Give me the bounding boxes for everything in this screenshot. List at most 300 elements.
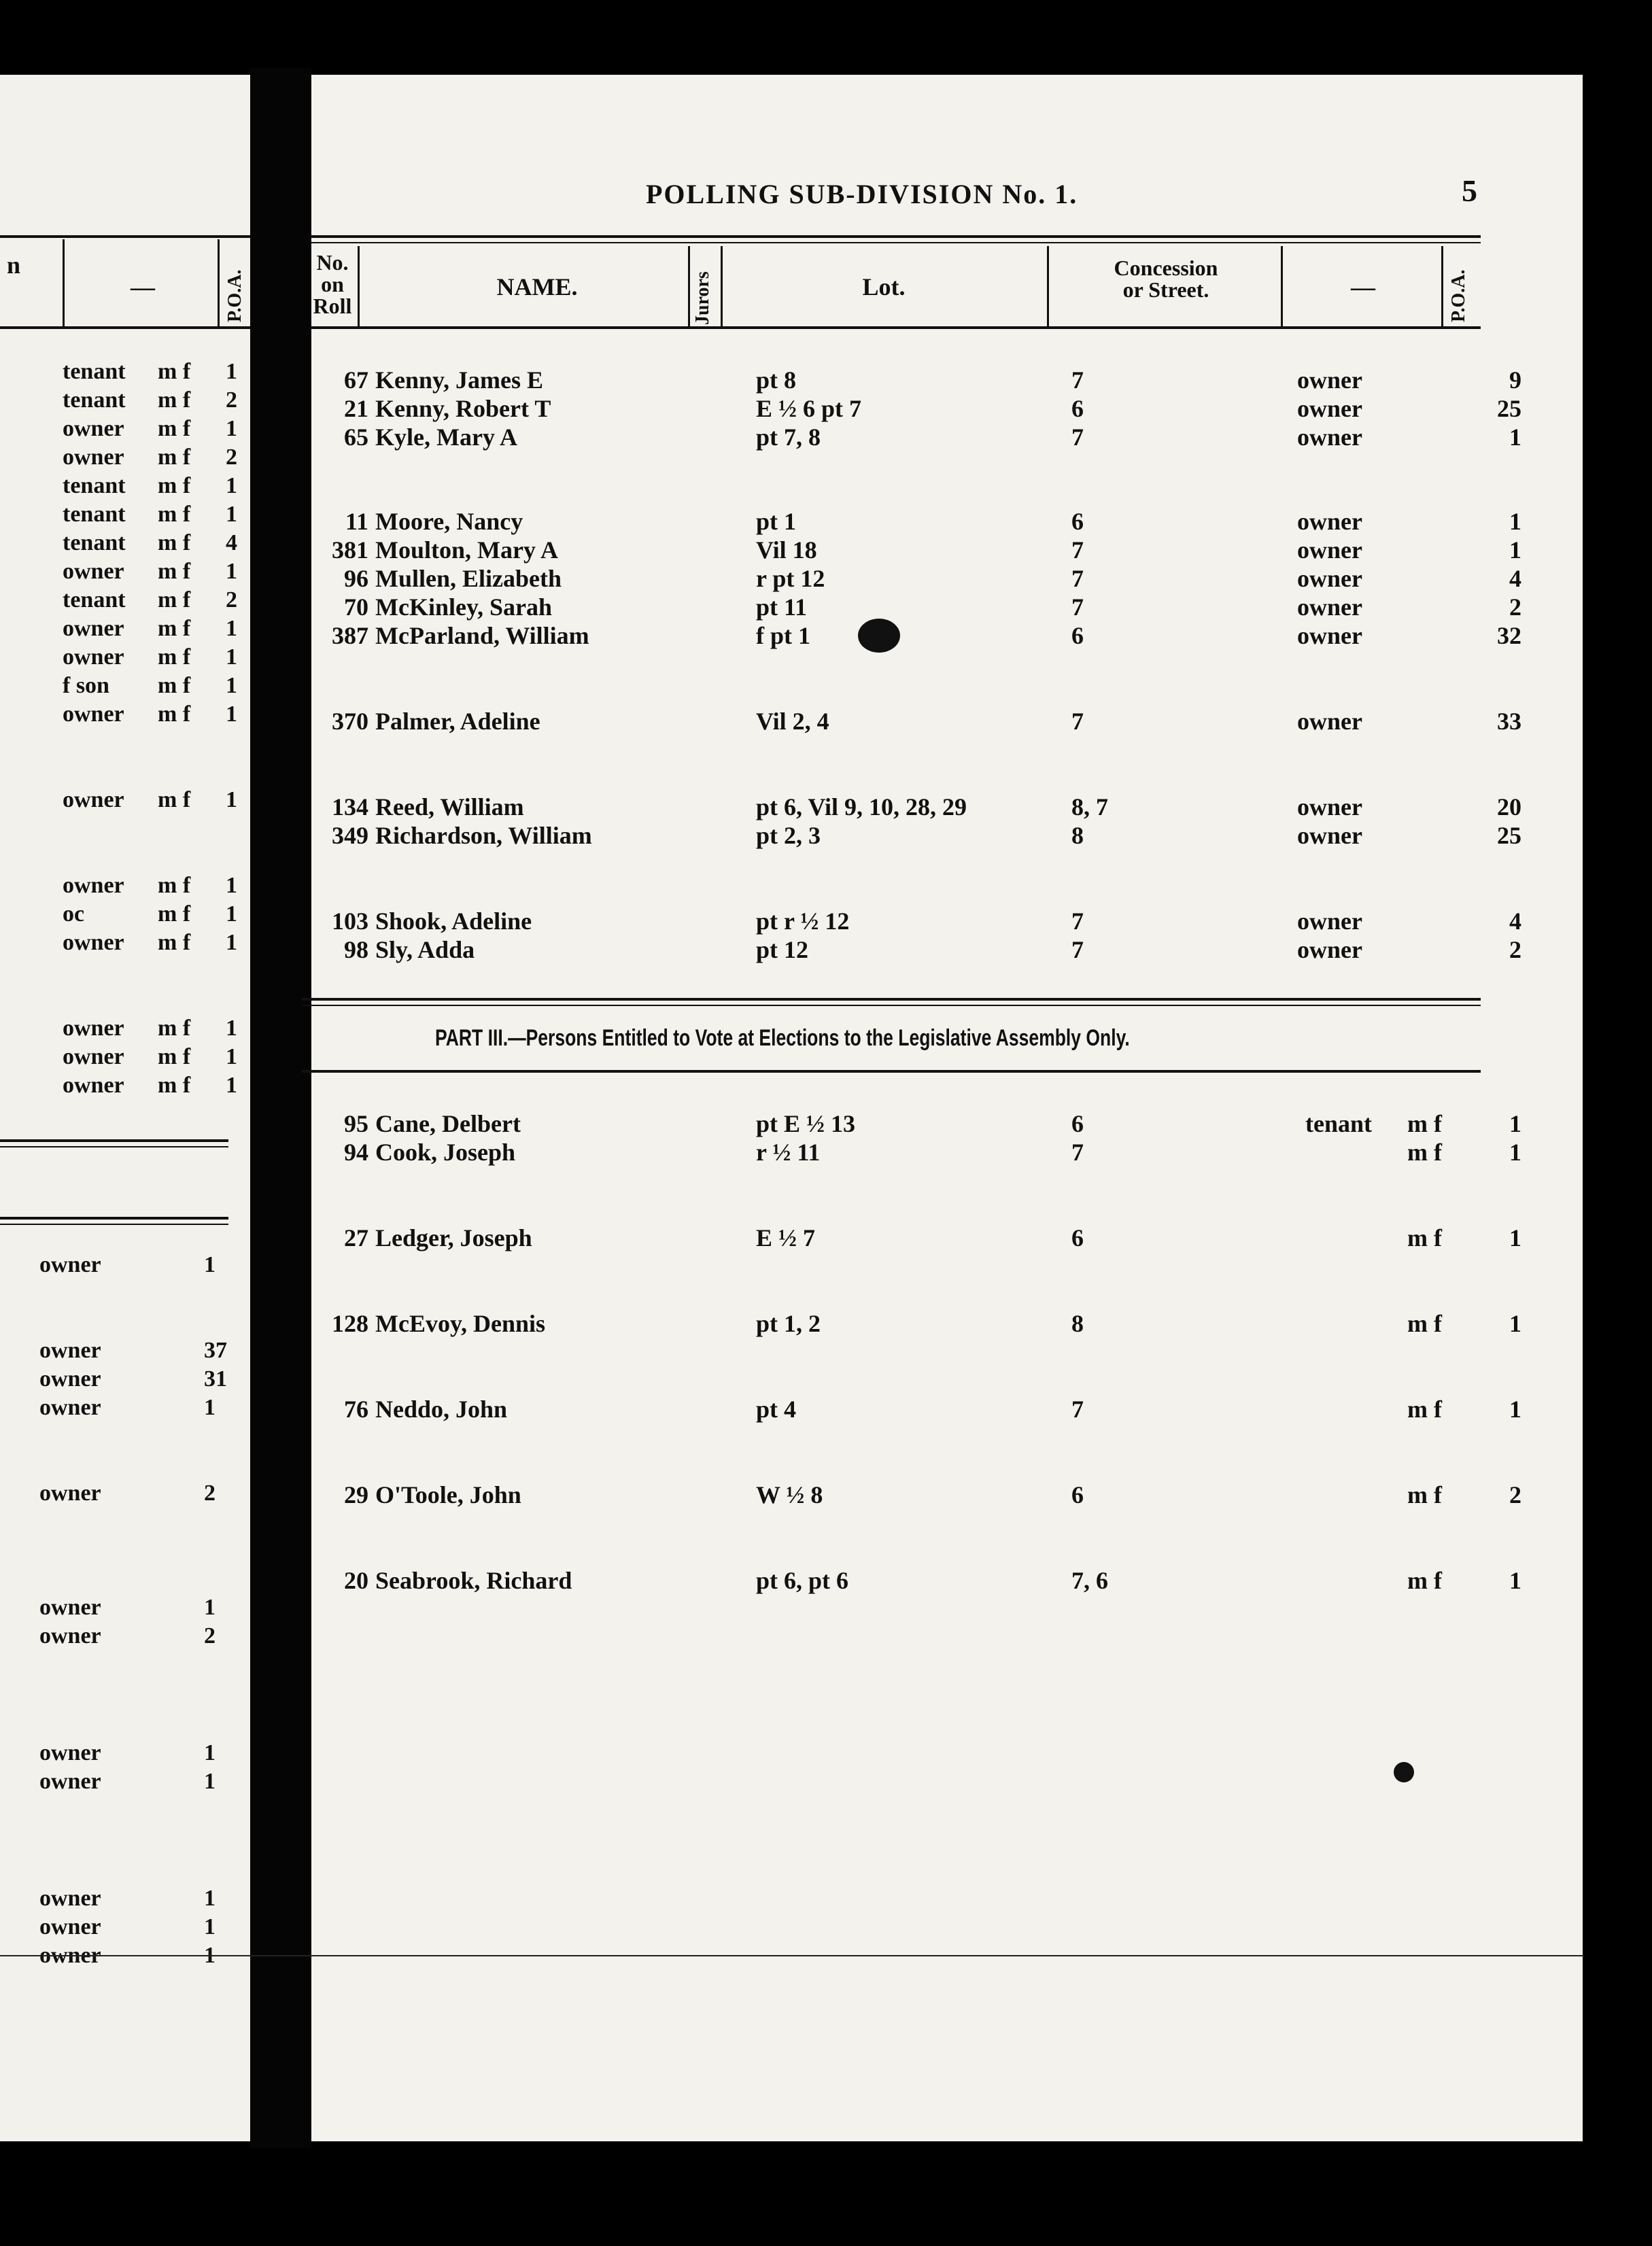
left-row (0, 1623, 245, 1651)
left-row (0, 359, 245, 386)
roll-number: 387 (332, 622, 368, 649)
occupancy: owner (63, 1016, 124, 1041)
poa: 1 (226, 1044, 237, 1069)
left-rule-1 (0, 1139, 228, 1142)
poa: 1 (226, 702, 237, 727)
concession: 7 (1071, 936, 1084, 963)
left-col-divider-1 (63, 239, 65, 326)
occupancy: owner (1297, 622, 1362, 649)
scan-line (0, 1955, 1584, 1956)
voter-name: Mullen, Elizabeth (375, 565, 562, 592)
occupancy: tenant (63, 387, 126, 413)
poa: 33 (1497, 708, 1521, 735)
lot: E ½ 7 (756, 1224, 816, 1251)
concession: 7 (1071, 424, 1084, 451)
poa: 32 (1497, 622, 1521, 649)
left-row (0, 530, 245, 557)
voter-row (311, 1224, 1555, 1252)
voter-name: O'Toole, John (375, 1481, 521, 1508)
roll-number: 128 (332, 1310, 368, 1337)
voter-row (311, 564, 1555, 593)
occupancy: tenant (63, 530, 126, 555)
header-rule-top (311, 235, 1481, 238)
col-divider-6 (1441, 246, 1443, 326)
lot: pt 7, 8 (756, 424, 821, 451)
poa: 1 (204, 1740, 216, 1765)
sex-code: m f (158, 587, 191, 612)
sex-code: m f (1407, 1396, 1442, 1423)
sex-code: m f (158, 445, 191, 470)
poa: 1 (226, 787, 237, 812)
poa: 31 (204, 1366, 227, 1392)
sex-code: m f (158, 416, 191, 441)
concession: 7 (1071, 708, 1084, 735)
sex-code: m f (158, 387, 191, 413)
concession: 8, 7 (1071, 793, 1108, 820)
running-head: POLLING SUB-DIVISION No. 1. (646, 179, 1078, 209)
left-row (0, 930, 245, 957)
poa: 2 (226, 387, 237, 413)
lot: pt E ½ 13 (756, 1110, 856, 1137)
roll-number: 349 (332, 822, 368, 849)
occupancy: owner (39, 1395, 101, 1420)
occupancy: owner (39, 1886, 101, 1911)
poa: 4 (226, 530, 237, 555)
voter-row (311, 536, 1555, 564)
occupancy: owner (39, 1481, 101, 1506)
header-lot: Lot. (862, 273, 906, 300)
voter-name: Cane, Delbert (375, 1110, 521, 1137)
poa: 9 (1509, 366, 1521, 394)
left-header-dash: — (131, 273, 155, 300)
occupancy: owner (63, 1044, 124, 1069)
poa: 4 (1509, 908, 1521, 935)
occupancy: owner (1297, 395, 1362, 422)
concession: 7 (1071, 908, 1084, 935)
header-jurors: Jurors (692, 271, 713, 325)
part3-rule-top (302, 998, 1481, 1001)
poa: 1 (204, 1886, 216, 1911)
voter-row (311, 593, 1555, 621)
header-concession-line2: or Street. (1122, 277, 1209, 302)
left-rule-3 (0, 1217, 228, 1220)
left-row (0, 644, 245, 672)
occupancy: owner (39, 1252, 101, 1277)
voter-name: Moore, Nancy (375, 508, 523, 535)
left-header-rule-bottom (0, 326, 250, 329)
occupancy: f son (63, 673, 109, 698)
voter-name: Neddo, John (375, 1396, 508, 1423)
occupancy: owner (1297, 508, 1362, 535)
col-divider-5 (1281, 246, 1283, 326)
sex-code: m f (158, 901, 191, 927)
sex-code: m f (158, 473, 191, 498)
voter-name: Cook, Joseph (375, 1139, 516, 1166)
occupancy: owner (63, 644, 124, 670)
roll-number: 11 (345, 508, 368, 535)
poa: 1 (1509, 1567, 1521, 1594)
poa: 1 (226, 473, 237, 498)
poa: 1 (226, 559, 237, 584)
occupancy: owner (39, 1623, 101, 1648)
left-row (0, 1252, 245, 1279)
sex-code: m f (1407, 1481, 1442, 1508)
voter-row (311, 423, 1555, 451)
occupancy: owner (1297, 822, 1362, 849)
occupancy: tenant (1305, 1110, 1372, 1137)
poa: 1 (204, 1252, 216, 1277)
voter-name: Kyle, Mary A (375, 424, 517, 451)
voter-name: Reed, William (375, 793, 524, 820)
occupancy: owner (39, 1943, 101, 1968)
col-divider-4 (1047, 246, 1049, 326)
concession: 6 (1071, 622, 1084, 649)
lot: Vil 2, 4 (756, 708, 829, 735)
poa: 1 (226, 930, 237, 955)
roll-number: 98 (344, 936, 368, 963)
left-row (0, 1016, 245, 1043)
poa: 1 (1509, 1396, 1521, 1423)
left-row (0, 1914, 245, 1941)
voter-row (311, 366, 1555, 394)
roll-number: 95 (344, 1110, 368, 1137)
poa: 1 (204, 1395, 216, 1420)
sex-code: m f (1407, 1567, 1442, 1594)
left-row (0, 1886, 245, 1913)
roll-number: 21 (344, 395, 368, 422)
voter-row (311, 707, 1555, 736)
lot: pt 1, 2 (756, 1310, 821, 1337)
poa: 1 (1509, 424, 1521, 451)
occupancy: owner (1297, 536, 1362, 564)
part3-rule-top-2 (302, 1005, 1481, 1006)
roll-number: 29 (344, 1481, 368, 1508)
left-row (0, 445, 245, 472)
sex-code: m f (1407, 1224, 1442, 1251)
voter-name: Kenny, James E (375, 366, 544, 394)
occupancy: owner (63, 445, 124, 470)
part3-title: PART III.—Persons Entitled to Vote at Elections to the Legislative Assembly Only. (435, 1025, 1130, 1051)
left-row (0, 1943, 245, 1970)
left-row (0, 559, 245, 586)
left-row (0, 587, 245, 615)
occupancy: owner (1297, 908, 1362, 935)
left-row (0, 1595, 245, 1622)
lot: pt 6, Vil 9, 10, 28, 29 (756, 793, 967, 820)
poa: 1 (226, 873, 237, 898)
voter-row (311, 1395, 1555, 1423)
col-divider-3 (721, 246, 723, 326)
poa: 1 (204, 1943, 216, 1968)
poa: 1 (226, 502, 237, 527)
lot: pt 1 (756, 508, 797, 535)
voter-row (311, 507, 1555, 536)
occupancy: owner (39, 1914, 101, 1939)
concession: 6 (1071, 1224, 1084, 1251)
header-concession-line1: Concession (1114, 256, 1218, 280)
occupancy: owner (63, 873, 124, 898)
header-no-on-roll (309, 252, 356, 317)
voter-row (311, 935, 1555, 964)
poa: 2 (1509, 593, 1521, 621)
voter-row (311, 621, 1555, 650)
header-concession (1061, 257, 1271, 300)
concession: 6 (1071, 1481, 1084, 1508)
poa: 1 (1509, 1110, 1521, 1137)
poa: 1 (226, 616, 237, 641)
lot: pt 8 (756, 366, 797, 394)
header-no-line2: on (321, 272, 344, 296)
poa: 1 (226, 1016, 237, 1041)
voter-name: Palmer, Adeline (375, 708, 540, 735)
left-row (0, 1073, 245, 1100)
header-rule-top-2 (311, 242, 1481, 243)
occupancy: owner (39, 1769, 101, 1794)
header-no-line3: Roll (313, 294, 352, 318)
sex-code: m f (158, 616, 191, 641)
part3-rule-bottom (302, 1070, 1481, 1073)
voter-name: Sly, Adda (375, 936, 475, 963)
left-row (0, 1366, 245, 1394)
lot: r ½ 11 (756, 1139, 821, 1166)
left-row (0, 1044, 245, 1071)
lot: E ½ 6 pt 7 (756, 395, 862, 422)
voter-row (311, 1138, 1555, 1167)
col-divider-2 (688, 246, 690, 326)
poa: 1 (1509, 1139, 1521, 1166)
lot: pt 11 (756, 593, 808, 621)
poa: 2 (1509, 936, 1521, 963)
roll-number: 94 (344, 1139, 368, 1166)
occupancy: oc (63, 901, 85, 927)
poa: 1 (226, 416, 237, 441)
poa: 1 (1509, 1224, 1521, 1251)
lot: pt 4 (756, 1396, 797, 1423)
poa: 1 (226, 644, 237, 670)
occupancy: tenant (63, 587, 126, 612)
concession: 6 (1071, 395, 1084, 422)
occupancy: owner (1297, 593, 1362, 621)
voter-name: McParland, William (375, 622, 589, 649)
header-dash: — (1351, 273, 1375, 300)
roll-number: 76 (344, 1396, 368, 1423)
poa: 1 (1509, 508, 1521, 535)
concession: 6 (1071, 1110, 1084, 1137)
poa: 2 (1509, 1481, 1521, 1508)
poa: 2 (204, 1481, 216, 1506)
occupancy: owner (1297, 366, 1362, 394)
voter-row (311, 907, 1555, 935)
roll-number: 381 (332, 536, 368, 564)
concession: 7, 6 (1071, 1567, 1108, 1594)
poa: 25 (1497, 395, 1521, 422)
occupancy: owner (63, 616, 124, 641)
sex-code: m f (158, 787, 191, 812)
col-divider-1 (358, 246, 360, 326)
roll-number: 27 (344, 1224, 368, 1251)
left-col-divider-2 (218, 239, 220, 326)
poa: 2 (226, 445, 237, 470)
occupancy: owner (63, 1073, 124, 1098)
sex-code: m f (158, 1016, 191, 1041)
left-rule-4 (0, 1224, 228, 1225)
page-number: 5 (1462, 173, 1477, 208)
voter-name: Moulton, Mary A (375, 536, 558, 564)
left-row (0, 702, 245, 729)
sex-code: m f (158, 530, 191, 555)
voter-name: Seabrook, Richard (375, 1567, 572, 1594)
left-row (0, 1338, 245, 1365)
lot: f pt 1 (756, 622, 810, 649)
lot: r pt 12 (756, 565, 825, 592)
concession: 8 (1071, 1310, 1084, 1337)
ink-blot (1394, 1762, 1414, 1782)
left-header-rule-top (0, 235, 250, 238)
roll-number: 65 (344, 424, 368, 451)
sex-code: m f (158, 673, 191, 698)
sex-code: m f (158, 930, 191, 955)
occupancy: tenant (63, 473, 126, 498)
poa: 1 (226, 673, 237, 698)
voter-name: Ledger, Joseph (375, 1224, 532, 1251)
scan-border (1583, 0, 1652, 2246)
voter-name: McKinley, Sarah (375, 593, 552, 621)
left-row (0, 873, 245, 900)
roll-number: 134 (332, 793, 368, 820)
occupancy: owner (63, 787, 124, 812)
poa: 4 (1509, 565, 1521, 592)
left-row (0, 1481, 245, 1508)
occupancy: owner (1297, 793, 1362, 820)
occupancy: owner (39, 1338, 101, 1363)
left-row (0, 673, 245, 700)
concession: 7 (1071, 593, 1084, 621)
sex-code: m f (158, 873, 191, 898)
sex-code: m f (158, 502, 191, 527)
sex-code: m f (158, 1044, 191, 1069)
occupancy: owner (63, 930, 124, 955)
poa: 1 (226, 359, 237, 384)
occupancy: owner (63, 559, 124, 584)
sex-code: m f (158, 359, 191, 384)
concession: 7 (1071, 1139, 1084, 1166)
occupancy: owner (39, 1740, 101, 1765)
occupancy: owner (1297, 936, 1362, 963)
sex-code: m f (1407, 1310, 1442, 1337)
poa: 1 (226, 1073, 237, 1098)
sex-code: m f (158, 1073, 191, 1098)
left-row (0, 616, 245, 643)
occupancy: owner (39, 1366, 101, 1392)
left-row (0, 787, 245, 814)
roll-number: 67 (344, 366, 368, 394)
left-row (0, 1769, 245, 1796)
roll-number: 20 (344, 1567, 368, 1594)
lot: Vil 18 (756, 536, 817, 564)
poa: 1 (1509, 536, 1521, 564)
roll-number: 370 (332, 708, 368, 735)
left-row (0, 473, 245, 500)
lot: pt r ½ 12 (756, 908, 850, 935)
left-header-partial: n (6, 252, 21, 279)
occupancy: owner (63, 702, 124, 727)
lot: pt 12 (756, 936, 809, 963)
sex-code: m f (158, 644, 191, 670)
ink-blot (858, 619, 900, 653)
voter-row (311, 1309, 1555, 1338)
concession: 7 (1071, 565, 1084, 592)
voter-row (311, 793, 1555, 821)
page-gutter (250, 68, 311, 2148)
left-row (0, 1395, 245, 1422)
voter-row (311, 1566, 1555, 1595)
sex-code: m f (1407, 1110, 1442, 1137)
header-name: NAME. (496, 273, 578, 300)
occupancy: owner (39, 1595, 101, 1620)
concession: 8 (1071, 822, 1084, 849)
poa: 1 (1509, 1310, 1521, 1337)
occupancy: owner (1297, 424, 1362, 451)
lot: W ½ 8 (756, 1481, 823, 1508)
sex-code: m f (1407, 1139, 1442, 1166)
poa: 25 (1497, 822, 1521, 849)
lot: pt 2, 3 (756, 822, 821, 849)
sex-code: m f (158, 702, 191, 727)
left-header-poa: P.O.A. (224, 269, 245, 322)
left-row (0, 901, 245, 929)
roll-number: 96 (344, 565, 368, 592)
poa: 37 (204, 1338, 227, 1363)
left-row (0, 1740, 245, 1767)
occupancy: tenant (63, 359, 126, 384)
voter-row (311, 1481, 1555, 1509)
lot: pt 6, pt 6 (756, 1567, 849, 1594)
concession: 7 (1071, 1396, 1084, 1423)
left-rule-2 (0, 1146, 228, 1147)
poa: 20 (1497, 793, 1521, 820)
left-row (0, 502, 245, 529)
sex-code: m f (158, 559, 191, 584)
voter-name: Shook, Adeline (375, 908, 532, 935)
occupancy: owner (1297, 565, 1362, 592)
poa: 1 (204, 1914, 216, 1939)
header-rule-bottom (311, 326, 1481, 329)
occupancy: owner (1297, 708, 1362, 735)
header-poa: P.O.A. (1448, 269, 1469, 322)
poa: 2 (226, 587, 237, 612)
concession: 7 (1071, 536, 1084, 564)
concession: 7 (1071, 366, 1084, 394)
left-row (0, 387, 245, 415)
voter-name: Kenny, Robert T (375, 395, 551, 422)
poa: 1 (204, 1595, 216, 1620)
poa: 1 (226, 901, 237, 927)
poa: 1 (204, 1769, 216, 1794)
poa: 2 (204, 1623, 216, 1648)
voter-name: Richardson, William (375, 822, 592, 849)
voter-name: McEvoy, Dennis (375, 1310, 546, 1337)
voter-row (311, 821, 1555, 850)
roll-number: 70 (344, 593, 368, 621)
voter-row (311, 394, 1555, 423)
left-row (0, 416, 245, 443)
voter-row (311, 1109, 1555, 1138)
header-no-line1: No. (316, 250, 349, 275)
occupancy: owner (63, 416, 124, 441)
concession: 6 (1071, 508, 1084, 535)
occupancy: tenant (63, 502, 126, 527)
roll-number: 103 (332, 908, 368, 935)
